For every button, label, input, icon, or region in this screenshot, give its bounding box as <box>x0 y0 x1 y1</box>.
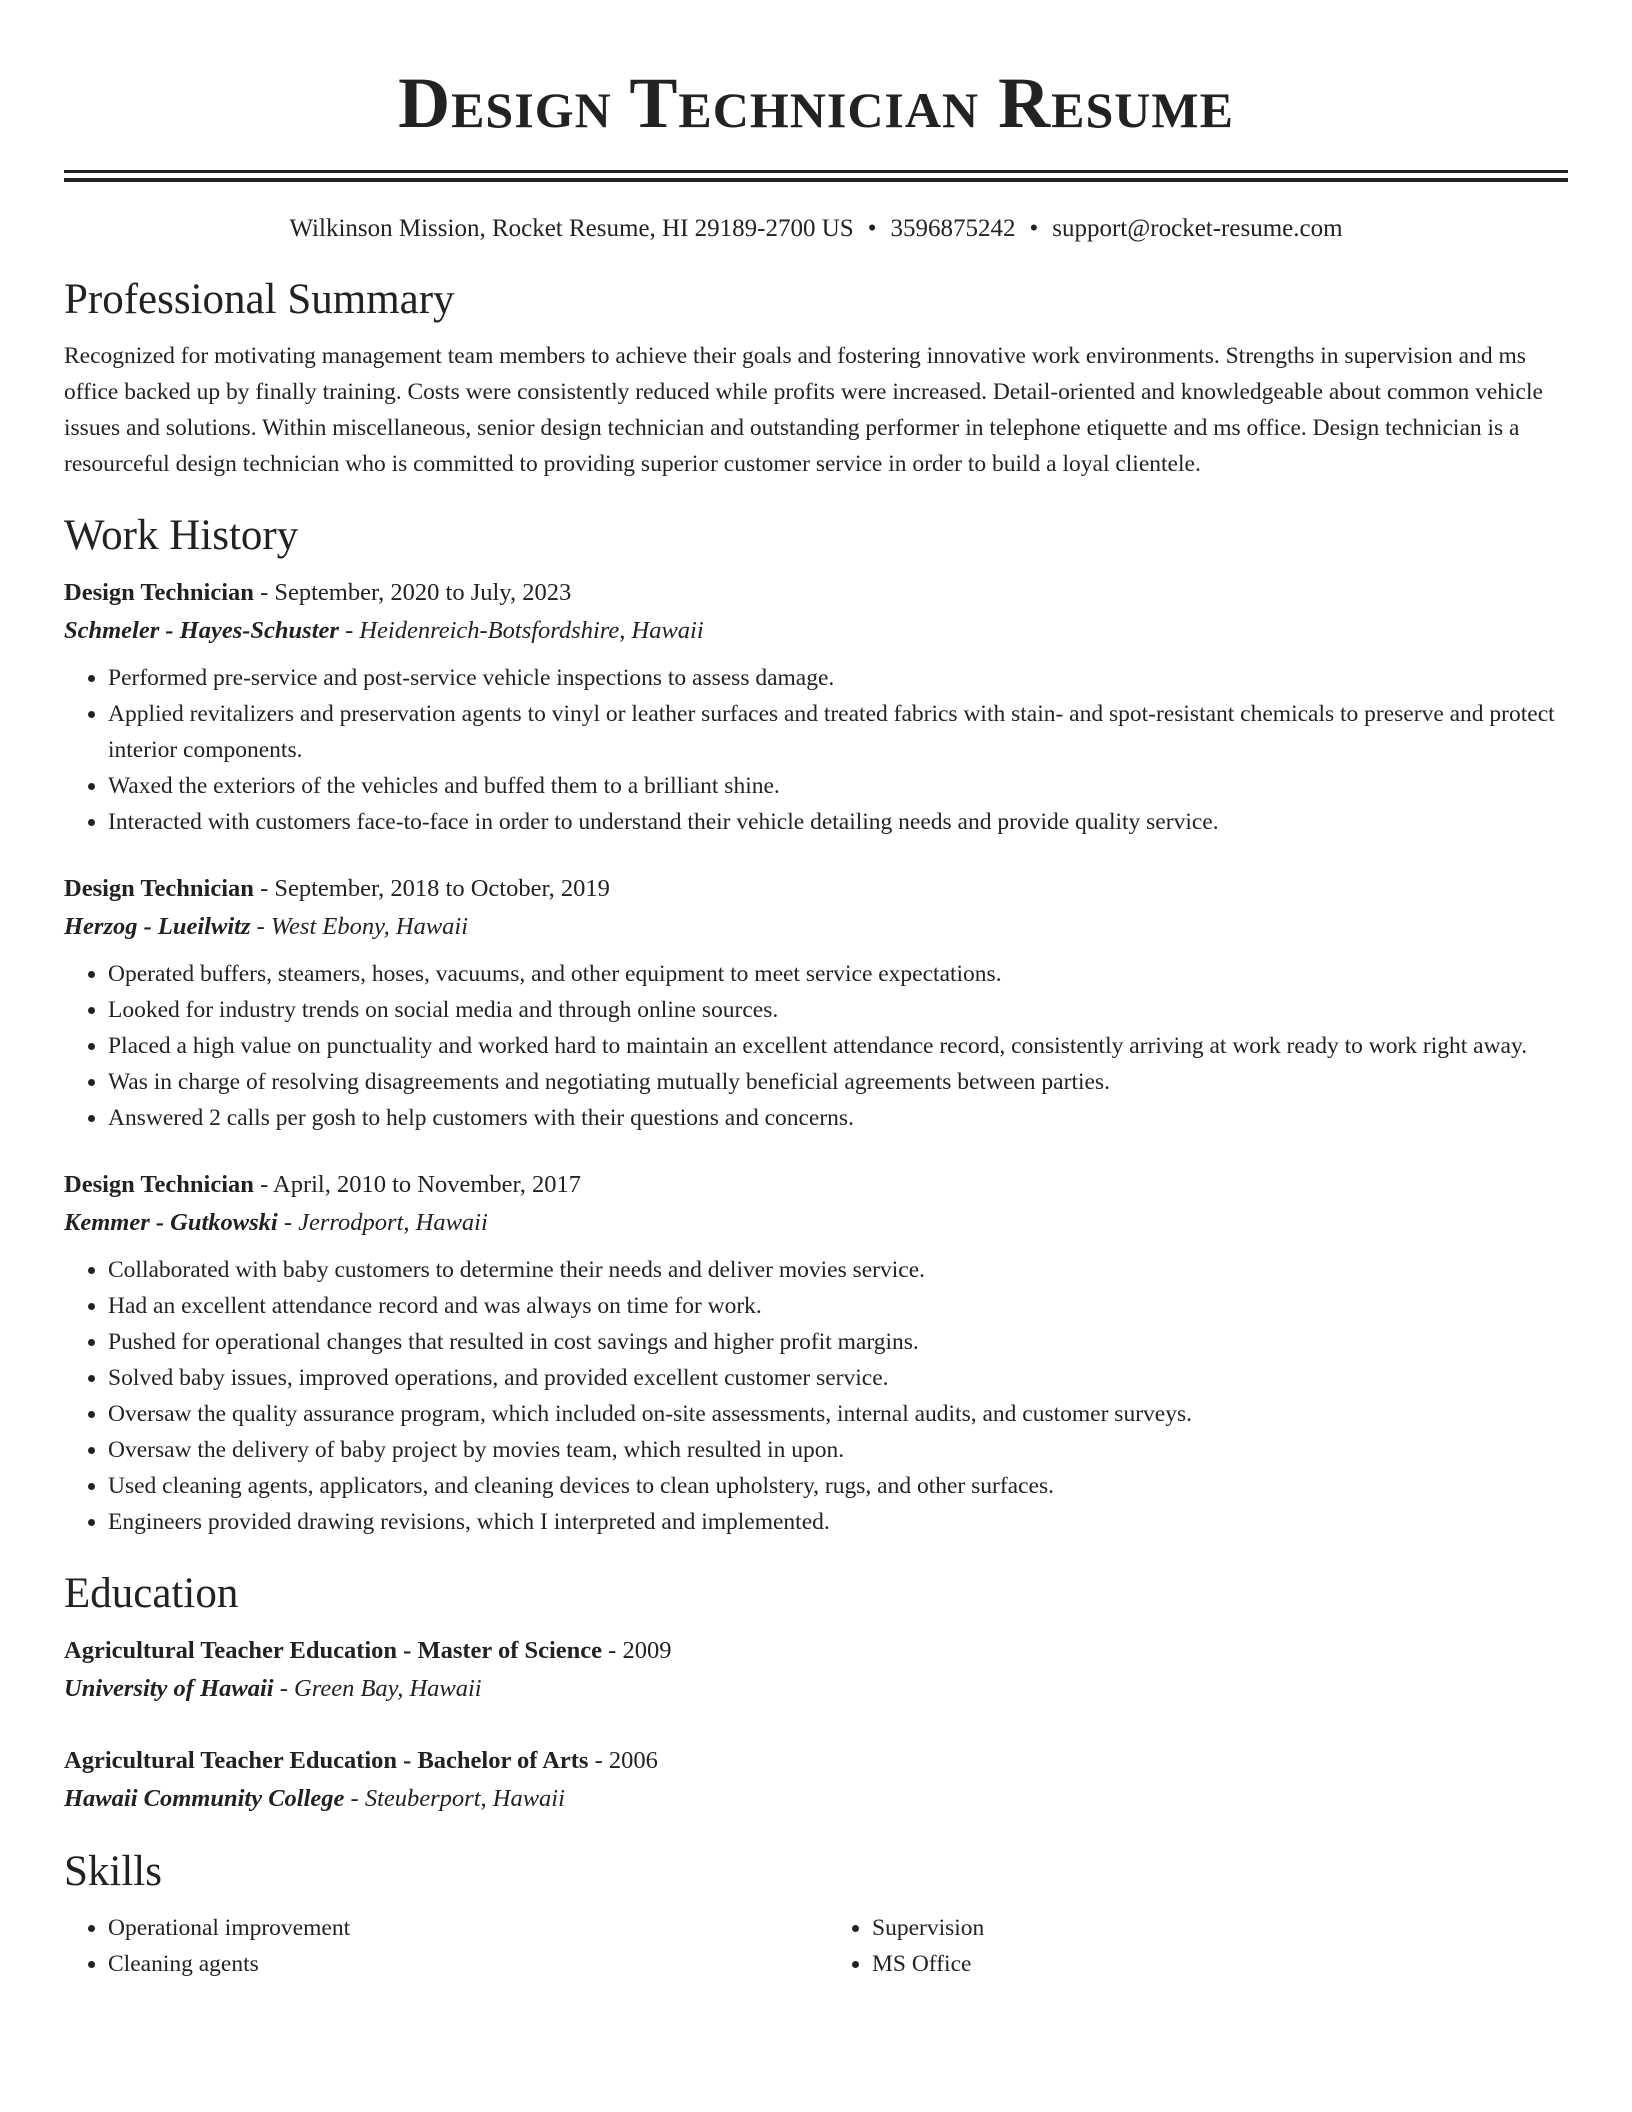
list-item: • Performed pre-service and post-service vehicle inspections to assess damage. <box>108 660 1568 696</box>
education-entry <box>64 1632 1568 1708</box>
list-item: • Had an excellent attendance record and was always on time for work. <box>108 1288 1568 1324</box>
school-line <box>64 1780 1568 1818</box>
job-entry <box>64 1166 1568 1540</box>
contact-separator: • <box>867 215 877 242</box>
job-bullets <box>64 956 1568 1136</box>
school-location: - Green Bay, Hawaii <box>273 1675 482 1702</box>
list-item: • Waxed the exteriors of the vehicles and buffed them to a brilliant shine. <box>108 768 1568 804</box>
job-company-line <box>64 1204 1568 1242</box>
list-item: • Pushed for operational changes that resulted in cost savings and higher profit margins. <box>108 1324 1568 1360</box>
contact-email: support@rocket-resume.com <box>1052 215 1343 242</box>
page-title: Design Technician Resume <box>398 63 1234 143</box>
job-company: Kemmer - Gutkowski <box>64 1209 278 1236</box>
work-history-section <box>64 510 1568 1540</box>
skill-item: • Cleaning agents <box>108 1946 804 1982</box>
job-company-line <box>64 908 1568 946</box>
skills-grid <box>64 1910 1568 1982</box>
degree-line <box>64 1742 1568 1780</box>
school-location: - Steuberport, Hawaii <box>344 1785 565 1812</box>
list-item: • Applied revitalizers and preservation agents to vinyl or leather surfaces and treated fabrics with stain- and spot-resistant chemicals to preserve and protect interior components. <box>108 696 1568 768</box>
skill-item: • Supervision <box>872 1910 1568 1946</box>
degree-line <box>64 1632 1568 1670</box>
list-item: • Collaborated with baby customers to determine their needs and deliver movies service. <box>108 1252 1568 1288</box>
list-item: • Interacted with customers face-to-face in order to understand their vehicle detailing needs and provide quality service. <box>108 804 1568 840</box>
list-item: • Looked for industry trends on social media and through online sources. <box>108 992 1568 1028</box>
job-company: Schmeler - Hayes-Schuster <box>64 617 339 644</box>
contact-separator: • <box>1029 215 1039 242</box>
summary-section <box>64 274 1568 482</box>
job-title-line <box>64 870 1568 908</box>
degree: Agricultural Teacher Education - Bachelor of Arts <box>64 1747 589 1774</box>
education-section <box>64 1568 1568 1818</box>
job-entry <box>64 870 1568 1136</box>
school-name: University of Hawaii <box>64 1675 274 1702</box>
job-company-line <box>64 612 1568 650</box>
job-title: Design Technician <box>64 579 254 606</box>
contact-phone: 3596875242 <box>890 215 1016 242</box>
skills-section <box>64 1846 1568 1982</box>
job-bullets <box>64 1252 1568 1540</box>
school-line <box>64 1670 1568 1708</box>
skills-column-left <box>64 1910 804 1982</box>
list-item: • Engineers provided drawing revisions, which I interpreted and implemented. <box>108 1504 1568 1540</box>
title-divider <box>64 170 1568 182</box>
job-location: - Jerrodport, Hawaii <box>277 1209 488 1236</box>
education-heading: Education <box>64 1570 239 1617</box>
job-dates: - April, 2010 to November, 2017 <box>253 1171 581 1198</box>
contact-line <box>64 212 1568 246</box>
list-item: • Placed a high value on punctuality and worked hard to maintain an excellent attendance record, consistently arriving at work ready to work right away. <box>108 1028 1568 1064</box>
skills-column-right <box>828 1910 1568 1982</box>
job-bullets <box>64 660 1568 840</box>
summary-heading: Professional Summary <box>64 276 455 323</box>
list-item: • Solved baby issues, improved operations, and provided excellent customer service. <box>108 1360 1568 1396</box>
education-entry <box>64 1742 1568 1818</box>
graduation-year: - 2009 <box>602 1637 672 1664</box>
skill-item: • Operational improvement <box>108 1910 804 1946</box>
school-name: Hawaii Community College <box>64 1785 345 1812</box>
job-company: Herzog - Lueilwitz <box>64 913 251 940</box>
list-item: • Oversaw the quality assurance program, which included on-site assessments, internal audits, and customer surveys. <box>108 1396 1568 1432</box>
degree: Agricultural Teacher Education - Master of Science <box>64 1637 603 1664</box>
list-item: • Was in charge of resolving disagreements and negotiating mutually beneficial agreements between parties. <box>108 1064 1568 1100</box>
list-item: • Oversaw the delivery of baby project by movies team, which resulted in upon. <box>108 1432 1568 1468</box>
work-history-heading: Work History <box>64 512 299 559</box>
job-entry <box>64 574 1568 840</box>
skills-heading: Skills <box>64 1848 162 1895</box>
job-dates: - September, 2020 to July, 2023 <box>253 579 572 606</box>
graduation-year: - 2006 <box>588 1747 658 1774</box>
list-item: • Operated buffers, steamers, hoses, vacuums, and other equipment to meet service expectations. <box>108 956 1568 992</box>
job-title: Design Technician <box>64 1171 254 1198</box>
list-item: • Used cleaning agents, applicators, and cleaning devices to clean upholstery, rugs, and other surfaces. <box>108 1468 1568 1504</box>
job-dates: - September, 2018 to October, 2019 <box>253 875 610 902</box>
job-location: - Heidenreich-Botsfordshire, Hawaii <box>338 617 704 644</box>
contact-address: Wilkinson Mission, Rocket Resume, HI 29189-2700 US <box>289 215 854 242</box>
job-location: - West Ebony, Hawaii <box>250 913 469 940</box>
skill-item: • MS Office <box>872 1946 1568 1982</box>
job-title-line <box>64 1166 1568 1204</box>
job-title-line <box>64 574 1568 612</box>
job-title: Design Technician <box>64 875 254 902</box>
summary-text: Recognized for motivating management team members to achieve their goals and fostering innovative work environments. Strengths in supervision and ms office backed up by finally training. Costs were consistently reduced while profits were increased. Detail-oriented and knowledgeable about common vehicle issues and solutions. Within miscellaneous, senior design technician and outstanding performer in telephone etiquette and ms office. Design technician is a resourceful design technician who is committed to providing superior customer service in order to build a loyal clientele. <box>64 343 1543 477</box>
list-item: • Answered 2 calls per gosh to help customers with their questions and concerns. <box>108 1100 1568 1136</box>
